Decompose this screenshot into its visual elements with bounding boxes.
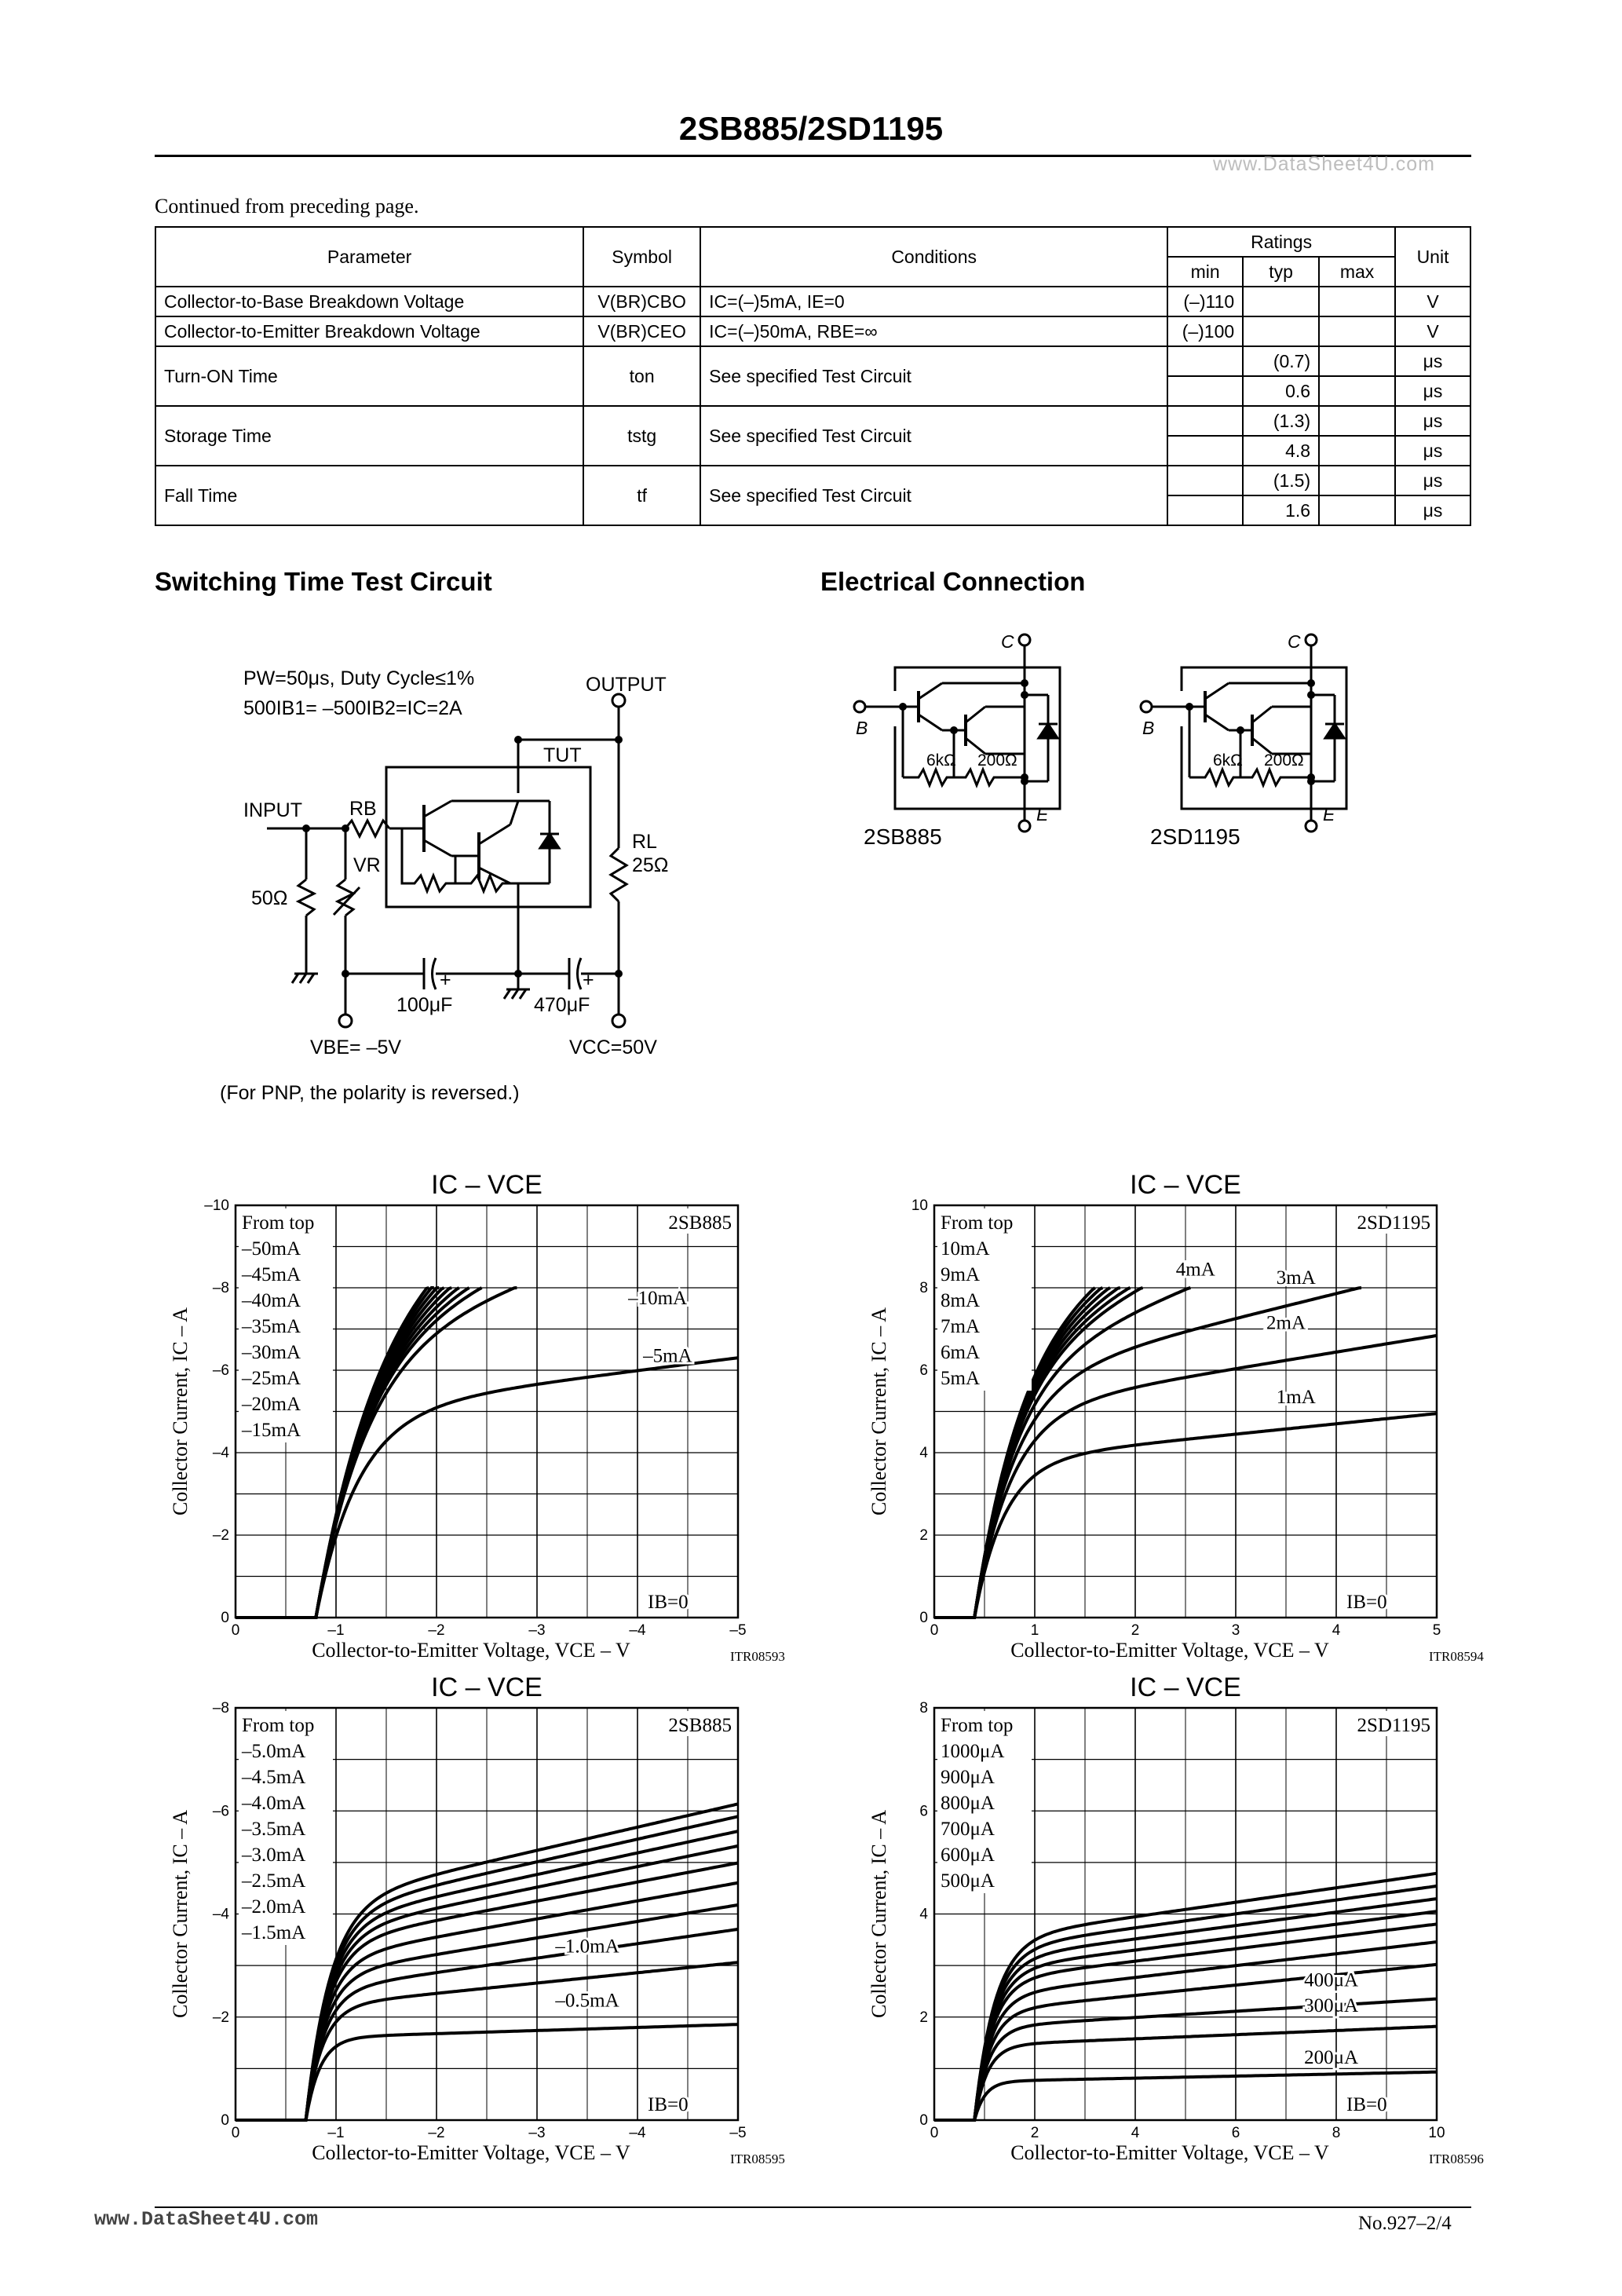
cell-parameter: Storage Time bbox=[155, 406, 583, 466]
y-axis-label: Collector Current, IC – A bbox=[169, 1809, 192, 2019]
cell-unit: μs bbox=[1395, 406, 1470, 436]
curve-label: 2mA bbox=[1266, 1312, 1306, 1334]
cell-conditions: IC=(–)50mA, RBE=∞ bbox=[700, 316, 1167, 346]
x-tick-label: –1 bbox=[327, 1622, 345, 1639]
c2-plus: + bbox=[583, 969, 594, 991]
y-tick-label: –4 bbox=[212, 1445, 229, 1461]
th-conditions: Conditions bbox=[700, 227, 1167, 287]
x-tick-label: 0 bbox=[930, 2125, 939, 2141]
y-axis-label: Collector Current, IC – A bbox=[868, 1307, 890, 1516]
cell-unit: V bbox=[1395, 316, 1470, 346]
cell-conditions: See specified Test Circuit bbox=[700, 466, 1167, 525]
x-tick-label: –4 bbox=[629, 2125, 646, 2141]
cell-parameter: Fall Time bbox=[155, 466, 583, 525]
legend-entry: –1.5mA bbox=[242, 1922, 306, 1943]
chart-title: IC – VCE bbox=[1130, 1170, 1241, 1200]
cell-typ: 4.8 bbox=[1243, 436, 1319, 466]
x-axis-label: Collector-to-Emitter Voltage, VCE – V bbox=[312, 2141, 630, 2164]
cell-typ: (1.5) bbox=[1243, 466, 1319, 495]
chart-2sb885-low bbox=[157, 1665, 785, 2199]
curve-label: 200μA bbox=[1304, 2046, 1359, 2068]
legend-entry: 6mA bbox=[941, 1342, 980, 1363]
footer-rule bbox=[155, 2206, 1471, 2208]
footer-page-number: No.927–2/4 bbox=[1358, 2213, 1452, 2234]
y-tick-label: 6 bbox=[919, 1362, 928, 1379]
x-tick-label: –3 bbox=[528, 2125, 546, 2141]
chart-code: ITR08594 bbox=[1429, 1649, 1484, 1664]
left-r2-label: 200Ω bbox=[977, 751, 1017, 770]
electrical-connection-diagram bbox=[848, 628, 1397, 864]
y-tick-label: 4 bbox=[919, 1906, 928, 1923]
legend-entry: –20mA bbox=[242, 1394, 301, 1415]
left-c-label: C bbox=[1001, 631, 1014, 652]
legend-entry: –4.5mA bbox=[242, 1767, 306, 1788]
legend-title: From top bbox=[941, 1212, 1014, 1234]
th-max: max bbox=[1319, 257, 1395, 287]
legend-entry: –15mA bbox=[242, 1420, 301, 1441]
legend-entry: 7mA bbox=[941, 1316, 980, 1337]
cell-unit: μs bbox=[1395, 376, 1470, 406]
top-watermark: www.DataSheet4U.com bbox=[1213, 153, 1436, 175]
ib-label: 500IB1= –500IB2=IC=2A bbox=[243, 697, 462, 719]
legend-entry: 500μA bbox=[941, 1870, 995, 1892]
c1-plus: + bbox=[440, 969, 451, 991]
x-tick-label: –4 bbox=[629, 1622, 646, 1639]
left-e-label: E bbox=[1036, 804, 1049, 824]
y-tick-label: 2 bbox=[919, 2009, 928, 2026]
chart-title: IC – VCE bbox=[431, 1673, 542, 1702]
legend-entry: –50mA bbox=[242, 1238, 301, 1260]
switching-circuit-diagram bbox=[220, 612, 707, 1104]
left-device-label: 2SB885 bbox=[864, 824, 942, 849]
cell-min: (–)110 bbox=[1167, 287, 1243, 316]
legend-entry: 10mA bbox=[941, 1238, 990, 1260]
continued-note: Continued from preceding page. bbox=[155, 195, 419, 218]
device-label: 2SD1195 bbox=[1357, 1212, 1430, 1234]
right-device-label: 2SD1195 bbox=[1150, 824, 1240, 849]
legend-title: From top bbox=[242, 1715, 315, 1736]
legend-entry: –35mA bbox=[242, 1316, 301, 1337]
ib0-label: IB=0 bbox=[1346, 1592, 1387, 1613]
pw-label: PW=50μs, Duty Cycle≤1% bbox=[243, 667, 475, 689]
device-label: 2SB885 bbox=[668, 1212, 732, 1234]
cell-symbol: V(BR)CBO bbox=[583, 287, 700, 316]
x-tick-label: 10 bbox=[1428, 2125, 1445, 2141]
x-tick-label: 0 bbox=[231, 2125, 240, 2141]
cell-symbol: ton bbox=[583, 346, 700, 406]
spec-table bbox=[155, 226, 1471, 526]
device-label: 2SB885 bbox=[668, 1715, 732, 1736]
y-tick-label: 4 bbox=[919, 1445, 928, 1461]
page-title: 2SB885/2SD1195 bbox=[678, 110, 944, 147]
chart-2sb885-high bbox=[157, 1162, 785, 1696]
th-min: min bbox=[1167, 257, 1243, 287]
legend-entry: –2.5mA bbox=[242, 1870, 306, 1892]
x-tick-label: 2 bbox=[1131, 1622, 1140, 1639]
legend-entry: –25mA bbox=[242, 1368, 301, 1389]
x-axis-label: Collector-to-Emitter Voltage, VCE – V bbox=[1010, 1639, 1329, 1662]
switching-title: Switching Time Test Circuit bbox=[155, 567, 492, 596]
output-label: OUTPUT bbox=[586, 674, 667, 696]
table-row bbox=[155, 346, 1470, 376]
y-tick-label: 0 bbox=[919, 1610, 928, 1626]
x-tick-label: 5 bbox=[1432, 1622, 1441, 1639]
table-row bbox=[155, 287, 1470, 316]
x-tick-label: –2 bbox=[428, 1622, 445, 1639]
legend-entry: –30mA bbox=[242, 1342, 301, 1363]
th-unit: Unit bbox=[1395, 227, 1470, 287]
x-tick-label: 0 bbox=[930, 1622, 939, 1639]
table-row bbox=[155, 466, 1470, 495]
legend-entry: 8mA bbox=[941, 1290, 980, 1311]
table-row bbox=[155, 406, 1470, 436]
ib0-label: IB=0 bbox=[648, 2094, 689, 2115]
x-tick-label: 3 bbox=[1231, 1622, 1240, 1639]
legend-entry: –5.0mA bbox=[242, 1741, 306, 1762]
chart-code: ITR08593 bbox=[730, 1649, 785, 1664]
right-r2-label: 200Ω bbox=[1264, 751, 1304, 770]
legend-entry: –45mA bbox=[242, 1264, 301, 1285]
legend-title: From top bbox=[242, 1212, 315, 1234]
ib0-label: IB=0 bbox=[1346, 2094, 1387, 2115]
y-tick-label: –8 bbox=[212, 1280, 229, 1296]
tut-label: TUT bbox=[543, 744, 582, 766]
chart-title: IC – VCE bbox=[1130, 1673, 1241, 1702]
y-tick-label: 0 bbox=[221, 1610, 229, 1626]
x-tick-label: 4 bbox=[1332, 1622, 1341, 1639]
y-tick-label: 8 bbox=[919, 1700, 928, 1717]
cell-unit: V bbox=[1395, 287, 1470, 316]
y-tick-label: –2 bbox=[212, 2009, 229, 2026]
y-tick-label: 8 bbox=[919, 1280, 928, 1296]
c2-label: 470μF bbox=[534, 994, 590, 1016]
th-typ: typ bbox=[1243, 257, 1319, 287]
cell-parameter: Collector-to-Emitter Breakdown Voltage bbox=[155, 316, 583, 346]
x-tick-label: 4 bbox=[1131, 2125, 1140, 2141]
y-tick-label: –8 bbox=[212, 1700, 229, 1717]
legend-entry: 9mA bbox=[941, 1264, 980, 1285]
y-tick-label: –2 bbox=[212, 1527, 229, 1544]
cell-parameter: Collector-to-Base Breakdown Voltage bbox=[155, 287, 583, 316]
x-tick-label: 6 bbox=[1231, 2125, 1240, 2141]
cell-typ: 1.6 bbox=[1243, 495, 1319, 525]
rl-label: RL bbox=[632, 831, 657, 853]
cell-typ: (0.7) bbox=[1243, 346, 1319, 376]
right-e-label: E bbox=[1323, 804, 1335, 824]
curve-label: 400μA bbox=[1304, 1969, 1359, 1991]
footer-watermark: www.DataSheet4U.com bbox=[94, 2208, 319, 2231]
y-tick-label: –6 bbox=[212, 1362, 229, 1379]
x-tick-label: –5 bbox=[729, 2125, 747, 2141]
cell-symbol: V(BR)CEO bbox=[583, 316, 700, 346]
legend-entry: 600μA bbox=[941, 1844, 995, 1866]
vcc-label: VCC=50V bbox=[569, 1036, 657, 1058]
y-axis-label: Collector Current, IC – A bbox=[169, 1307, 192, 1516]
curve-label: –0.5mA bbox=[555, 1990, 619, 2012]
th-parameter: Parameter bbox=[155, 227, 583, 287]
legend-title: From top bbox=[941, 1715, 1014, 1736]
curve-label: –10mA bbox=[628, 1288, 688, 1309]
curve-label: –1.0mA bbox=[555, 1936, 619, 1958]
x-tick-label: –3 bbox=[528, 1622, 546, 1639]
x-tick-label: 2 bbox=[1030, 2125, 1039, 2141]
th-symbol: Symbol bbox=[583, 227, 700, 287]
legend-entry: –4.0mA bbox=[242, 1793, 306, 1814]
right-c-label: C bbox=[1288, 631, 1301, 652]
chart-2sd1195-high bbox=[856, 1162, 1484, 1696]
cell-conditions: IC=(–)5mA, IE=0 bbox=[700, 287, 1167, 316]
ib0-label: IB=0 bbox=[648, 1592, 689, 1613]
cell-symbol: tstg bbox=[583, 406, 700, 466]
legend-entry: 1000μA bbox=[941, 1741, 1005, 1762]
curve-label: 300μA bbox=[1304, 1995, 1359, 2017]
pnp-note: (For PNP, the polarity is reversed.) bbox=[220, 1082, 520, 1104]
legend-entry: 800μA bbox=[941, 1793, 995, 1814]
y-tick-label: 6 bbox=[919, 1803, 928, 1820]
cell-unit: μs bbox=[1395, 346, 1470, 376]
y-tick-label: –4 bbox=[212, 1906, 229, 1923]
cell-typ: (1.3) bbox=[1243, 406, 1319, 436]
rl-value: 25Ω bbox=[632, 854, 669, 876]
chart-title: IC – VCE bbox=[431, 1170, 542, 1200]
y-tick-label: 2 bbox=[919, 1527, 928, 1544]
cell-conditions: See specified Test Circuit bbox=[700, 406, 1167, 466]
table-row bbox=[155, 316, 1470, 346]
vbe-label: VBE= –5V bbox=[310, 1036, 402, 1058]
x-tick-label: 0 bbox=[231, 1622, 240, 1639]
cell-typ: 0.6 bbox=[1243, 376, 1319, 406]
legend-entry: 700μA bbox=[941, 1819, 995, 1840]
r50-label: 50Ω bbox=[251, 887, 288, 909]
electrical-title: Electrical Connection bbox=[820, 567, 1086, 596]
right-r1-label: 6kΩ bbox=[1213, 751, 1243, 770]
cell-unit: μs bbox=[1395, 495, 1470, 525]
c1-label: 100μF bbox=[396, 994, 453, 1016]
y-axis-label: Collector Current, IC – A bbox=[868, 1809, 890, 2019]
cell-parameter: Turn-ON Time bbox=[155, 346, 583, 406]
legend-entry: 900μA bbox=[941, 1767, 995, 1788]
x-tick-label: –2 bbox=[428, 2125, 445, 2141]
left-b-label: B bbox=[856, 718, 868, 738]
legend-entry: –3.0mA bbox=[242, 1844, 306, 1866]
input-label: INPUT bbox=[243, 799, 302, 821]
y-tick-label: 10 bbox=[911, 1197, 928, 1214]
right-b-label: B bbox=[1142, 718, 1155, 738]
y-tick-label: –10 bbox=[204, 1197, 229, 1214]
cell-unit: μs bbox=[1395, 466, 1470, 495]
x-tick-label: 8 bbox=[1332, 2125, 1341, 2141]
curve-label: 4mA bbox=[1175, 1259, 1215, 1281]
legend-entry: –2.0mA bbox=[242, 1896, 306, 1918]
x-tick-label: –1 bbox=[327, 2125, 345, 2141]
x-tick-label: 1 bbox=[1030, 1622, 1039, 1639]
device-label: 2SD1195 bbox=[1357, 1715, 1430, 1736]
legend-entry: –3.5mA bbox=[242, 1819, 306, 1840]
vr-label: VR bbox=[353, 854, 381, 876]
cell-symbol: tf bbox=[583, 466, 700, 525]
cell-unit: μs bbox=[1395, 436, 1470, 466]
cell-conditions: See specified Test Circuit bbox=[700, 346, 1167, 406]
curve-label: 1mA bbox=[1276, 1387, 1316, 1408]
x-axis-label: Collector-to-Emitter Voltage, VCE – V bbox=[312, 1639, 630, 1662]
x-tick-label: –5 bbox=[729, 1622, 747, 1639]
legend-entry: –40mA bbox=[242, 1290, 301, 1311]
left-r1-label: 6kΩ bbox=[926, 751, 956, 770]
chart-2sd1195-low bbox=[856, 1665, 1484, 2199]
curve-label: –5mA bbox=[643, 1345, 692, 1367]
y-tick-label: 0 bbox=[919, 2112, 928, 2129]
y-tick-label: 0 bbox=[221, 2112, 229, 2129]
chart-code: ITR08596 bbox=[1429, 2152, 1484, 2166]
x-axis-label: Collector-to-Emitter Voltage, VCE – V bbox=[1010, 2141, 1329, 2164]
cell-min: (–)100 bbox=[1167, 316, 1243, 346]
curve-label: 3mA bbox=[1276, 1267, 1316, 1289]
legend-entry: 5mA bbox=[941, 1368, 980, 1389]
chart-code: ITR08595 bbox=[730, 2152, 785, 2166]
y-tick-label: –6 bbox=[212, 1803, 229, 1820]
rb-label: RB bbox=[349, 798, 377, 820]
th-ratings: Ratings bbox=[1167, 227, 1395, 257]
